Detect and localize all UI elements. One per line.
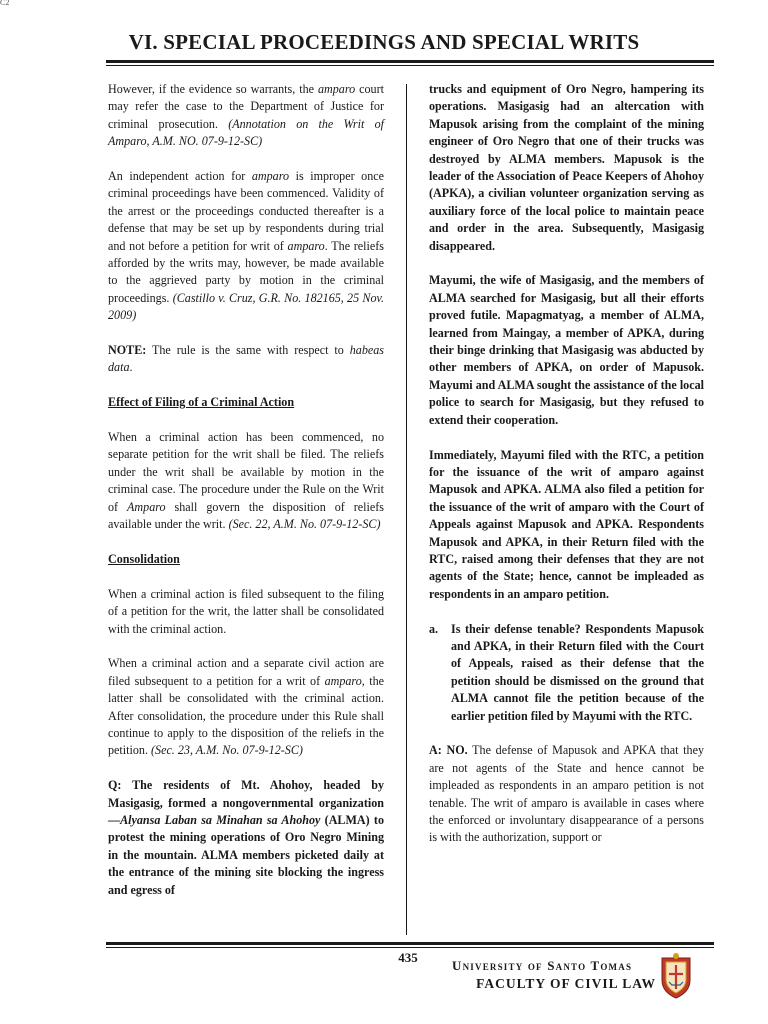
paragraph-criminal-action: When a criminal action has been commenced, no separate petition for the writ shall be filed. The reliefs under the writ shall be available by motion in the criminal case. The procedure under the Rule on the Writ of Amparo shall govern the disposition of reliefs available under the writ. (Sec. 22, A.M. No. 07-9-12-SC) [108,430,384,532]
citation: (Sec. 23, A.M. No. 07-9-12-SC) [151,743,303,758]
sub-question-letter: a. [429,621,439,636]
ust-seal-icon [658,952,694,1000]
section-heading-effect: Effect of Filing of a Criminal Action [108,395,295,410]
sub-question-a [429,621,704,725]
question-continued-1: trucks and equipment of Oro Negro, hampering its operations. Masigasig had an altercation with Mapusok arising from the complaint of the mining engineer of Oro Negro that one of their trucks was destroyed by ALMA members. Mapusok is the leader of the Association of Peace Keepers of Ahohoy (APKA), a civilian volunteer organization serving as auxiliary force of the local police to maintain peace and order in the area. Subsequently, Masigasig disappeared. [429,82,704,253]
right-column [429,81,704,847]
footer-rule-thick [106,942,714,945]
answer-label: A: NO. [429,743,468,758]
header-rule-thin [106,65,714,66]
question-continued-3: Immediately, Mayumi filed with the RTC, a petition for the issuance of the writ of amparo against Mapusok and APKA. ALMA also filed a petition for the issuance of the writ of amparo with the Court of Appeals against Mapusok and APKA. Respondents Mapusok and APKA, in their Return filed with the RTC, raised among their defenses that they are not agents of the State; hence, cannot be impleaded as respondents in an amparo petition. [429,447,704,601]
sub-question-text: Is their defense tenable? Respondents Mapusok and APKA, in their Return filed with the Court of Appeals, raised as their defense that the petition should be dismissed on the ground that ALMA cannot file the petition because of the earlier petition filed by Mayumi with the RTC. [451,621,704,723]
paragraph-referral: However, if the evidence so warrants, the amparo court may refer the case to the Department of Justice for criminal prosecution. (Annotation on the Writ of Amparo, A.M. NO. 07-9-12-SC) [108,82,384,149]
note-label: NOTE: [108,343,147,358]
footer-rule-thin [106,947,714,948]
column-divider [406,84,407,935]
question-continued-2: Mayumi, the wife of Masigasig, and the members of ALMA searched for Masigasig, but all their efforts proved futile. Mapagmatyag, a member of ALMA, learned from Maingay, a member of APKA, during their binge drinking that Masigasig was abducted by other members of APKA, on order of Mapusok. Mayumi and ALMA sought the assistance of the local police to search for Masigasig, but they refused to extend their cooperation. [429,273,704,427]
header-rule-thick [106,60,714,63]
university-name: University of Santo Tomas [452,958,633,973]
section-heading-consolidation: Consolidation [108,551,180,566]
note-paragraph: NOTE: The rule is the same with respect to habeas data. [108,343,384,375]
citation: (Annotation on the Writ of Amparo, A.M. NO. 07-9-12-SC) [108,116,384,149]
page-number: 435 [398,950,418,965]
page-title: VI. SPECIAL PROCEEDINGS AND SPECIAL WRITS [128,30,640,54]
citation: (Sec. 22, A.M. No. 07-9-12-SC) [228,517,381,532]
left-column [108,81,384,899]
question-paragraph: Q: The residents of Mt. Ahohoy, headed by Masigasig, formed a nongovernmental organization—Alyansa Laban sa Minahan sa Ahohoy (ALMA) to protest the mining operations of Oro Negro Mining in the mountain. ALMA members picketed daily at the entrance of the mining site blocking the ingress and egress of [108,778,385,897]
paragraph-consolidation-1: When a criminal action is filed subsequent to the filing of a petition for the writ, the latter shall be consolidated with the criminal action. [108,586,384,636]
citation: (Castillo v. Cruz, G.R. No. 182165, 25 Nov. 2009) [108,290,384,323]
paragraph-independent-action: An independent action for amparo is improper once criminal proceedings have been commenced. Validity of the arrest or the proceedings conducted thereafter is a defense that may be set up by respondents during trial and not before a petition for writ of amparo. The reliefs afforded by the writs may, however, be made available to the aggrieved party by motion in the criminal proceedings. (Castillo v. Cruz, G.R. No. 182165, 25 Nov. 2009) [108,169,385,323]
answer-paragraph: A: NO. The defense of Mapusok and APKA that they are not agents of the State and hence cannot be impleaded as respondents in an amparo petition is not tenable. The writ of amparo is available in cases where the enforced or involuntary disappearance of a persons is with the authorization, support or [429,743,704,845]
faculty-name: FACULTY OF CIVIL LAW [476,976,656,991]
corner-mark: C2 [0,0,10,7]
paragraph-consolidation-2: When a criminal action and a separate civil action are filed subsequent to a petition for a writ of amparo, the latter shall be consolidated with the criminal action. After consolidation, the procedure under this Rule shall continue to apply to the disposition of the reliefs in the petition. (Sec. 23, A.M. No. 07-9-12-SC) [108,656,384,758]
